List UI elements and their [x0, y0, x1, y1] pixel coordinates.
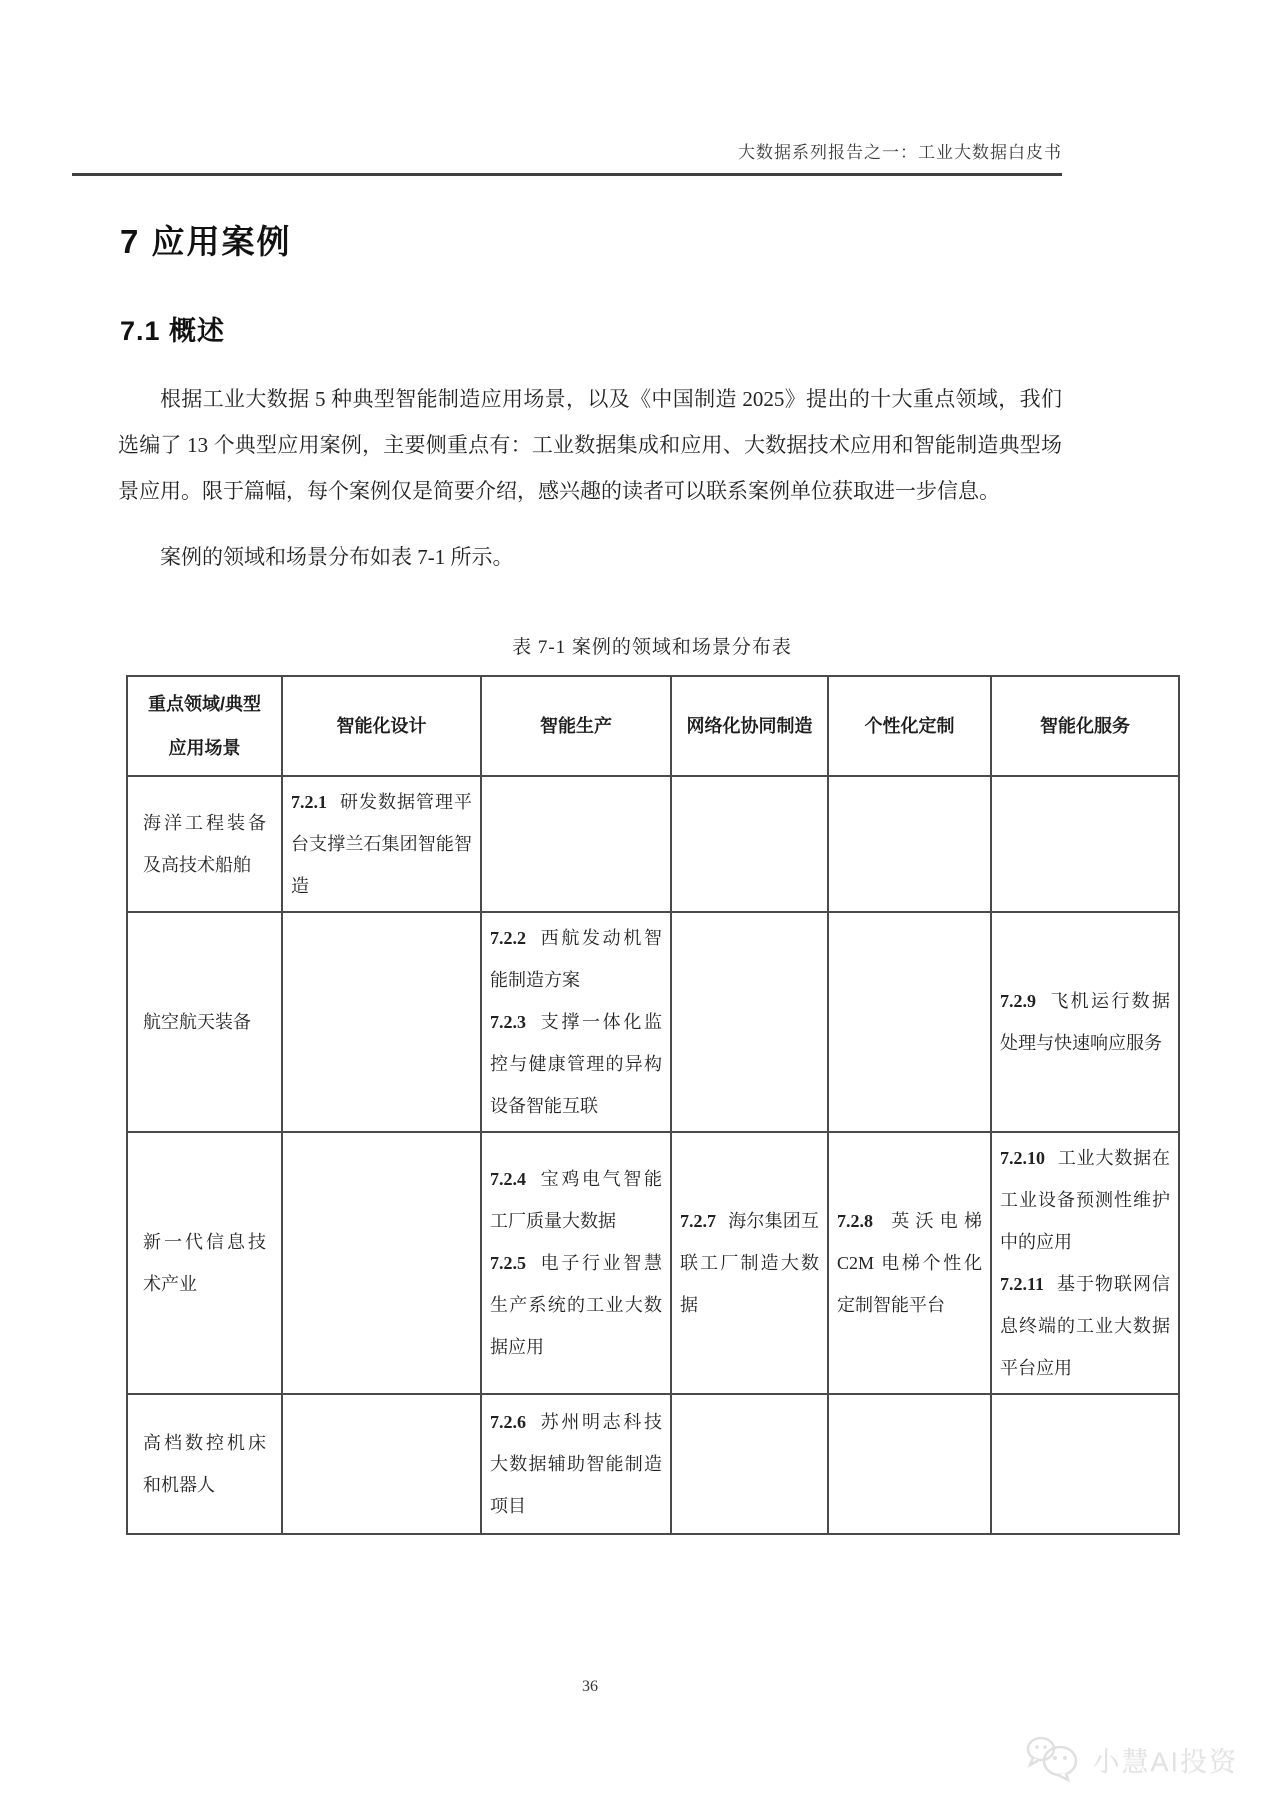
page-number: 36 [582, 1678, 598, 1695]
table-cell-empty [828, 1394, 991, 1534]
table-header-row [127, 676, 1179, 776]
col-header-service: 智能化服务 [991, 676, 1179, 776]
header-rule [72, 173, 1062, 176]
table-cell-empty [991, 776, 1179, 912]
table-cell [282, 776, 481, 912]
col-header-network: 网络化协同制造 [671, 676, 828, 776]
watermark [1024, 1735, 1238, 1783]
section-title: 7.1 概述 [120, 316, 226, 346]
watermark-label: 小慧AI投资 [1092, 1746, 1238, 1777]
table-cell-empty [671, 912, 828, 1132]
row-label: 高档数控机床和机器人 [127, 1394, 282, 1534]
wechat-chat-bubbles-icon [1024, 1735, 1082, 1783]
row-label: 新一代信息技术产业 [127, 1132, 282, 1394]
table-cell [991, 912, 1179, 1132]
case-entry: 7.2.3 支撑一体化监控与健康管理的异构设备智能互联 [490, 1012, 662, 1116]
col-header-domain: 重点领域/典型应用场景 [127, 676, 282, 776]
chapter-title: 7 应用案例 [120, 223, 292, 260]
table-cell [481, 1394, 671, 1534]
table-cell-empty [991, 1394, 1179, 1534]
table-cell-empty [282, 912, 481, 1132]
table-row [127, 776, 1179, 912]
case-entry: 7.2.2 西航发动机智能制造方案 [490, 928, 662, 990]
table-cell [481, 1132, 671, 1394]
running-header: 大数据系列报告之一：工业大数据白皮书 [738, 143, 1062, 162]
case-entry: 7.2.1 研发数据管理平台支撑兰石集团智能智造 [291, 792, 472, 896]
body-paragraph-1: 根据工业大数据 5 种典型智能制造应用场景，以及《中国制造 2025》提出的十大重点领域，我们选编了 13 个典型应用案例，主要侧重点有：工业数据集成和应用、大数据技术应用和智能制造典型场景应用。限于篇幅，每个案例仅是简要介绍，感兴趣的读者可以联系案例单位获取进一步信息。 [118, 387, 1062, 503]
col-header-custom: 个性化定制 [828, 676, 991, 776]
table-cell [991, 1132, 1179, 1394]
table-cell-empty [282, 1394, 481, 1534]
row-label: 航空航天装备 [127, 912, 282, 1132]
table-cell-empty [481, 776, 671, 912]
case-entry: 7.2.7 海尔集团互联工厂制造大数据 [680, 1211, 819, 1315]
table-cell-empty [282, 1132, 481, 1394]
case-entry: 7.2.9 飞机运行数据处理与快速响应服务 [1000, 991, 1170, 1053]
table-cell-empty [828, 912, 991, 1132]
table-row [127, 1394, 1179, 1534]
row-label: 海洋工程装备及高技术船舶 [127, 776, 282, 912]
case-entry: 7.2.11 基于物联网信息终端的工业大数据平台应用 [1000, 1274, 1170, 1378]
case-entry: 7.2.4 宝鸡电气智能工厂质量大数据 [490, 1169, 662, 1231]
case-entry: 7.2.8 英沃电梯 C2M 电梯个性化定制智能平台 [837, 1211, 982, 1315]
table-row [127, 1132, 1179, 1394]
case-entry: 7.2.6 苏州明志科技大数据辅助智能制造项目 [490, 1412, 662, 1516]
case-entry: 7.2.5 电子行业智慧生产系统的工业大数据应用 [490, 1253, 662, 1357]
table-caption: 表 7-1 案例的领域和场景分布表 [512, 637, 792, 658]
table-cell-empty [671, 1394, 828, 1534]
table-cell [481, 912, 671, 1132]
col-header-design: 智能化设计 [282, 676, 481, 776]
table-row [127, 912, 1179, 1132]
case-distribution-table [126, 675, 1180, 1535]
table-cell [828, 1132, 991, 1394]
col-header-production: 智能生产 [481, 676, 671, 776]
case-entry: 7.2.10 工业大数据在工业设备预测性维护中的应用 [1000, 1148, 1170, 1252]
table-cell [671, 1132, 828, 1394]
table-cell-empty [671, 776, 828, 912]
table-cell-empty [828, 776, 991, 912]
body-paragraph-2: 案例的领域和场景分布如表 7-1 所示。 [160, 545, 514, 569]
